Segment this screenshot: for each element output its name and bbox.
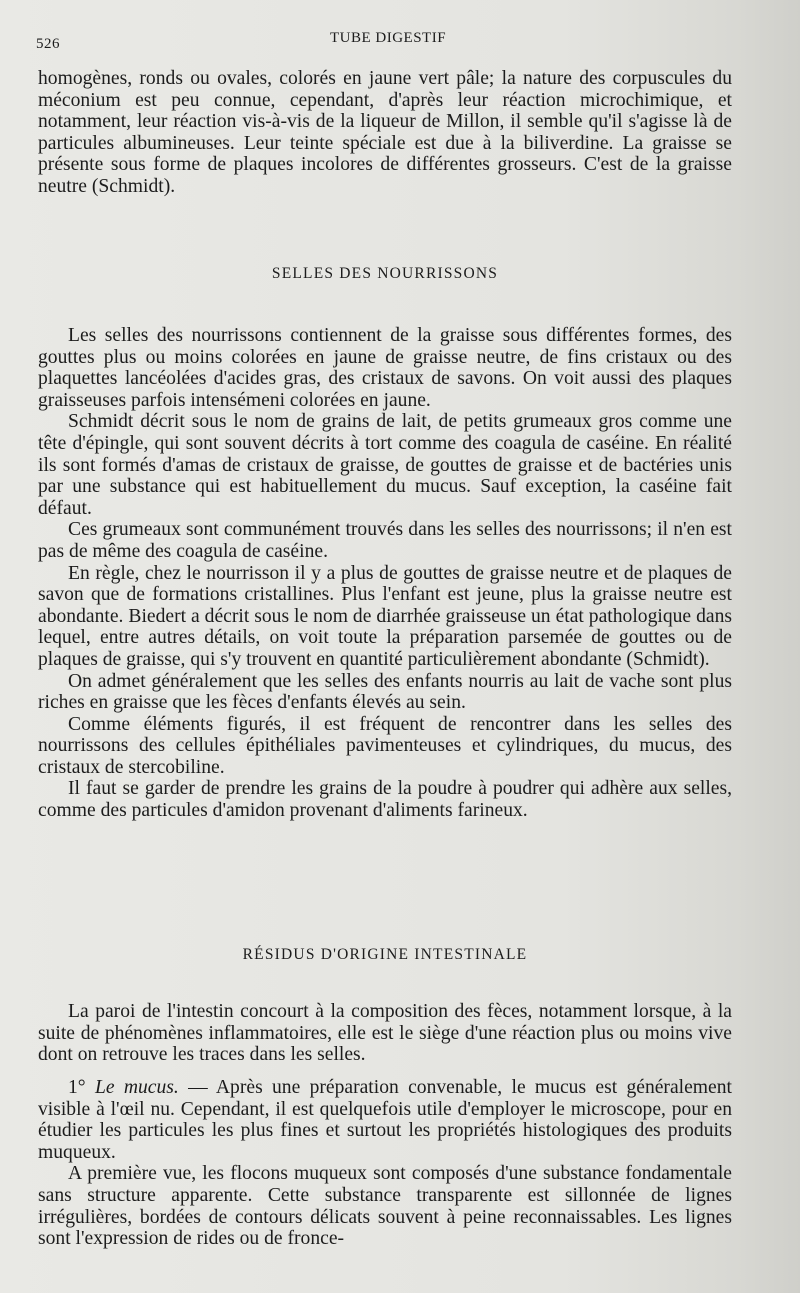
- paragraph: Ces grumeaux sont communément trouvés dans les selles des nourrissons; il n'en est pas de même des coagula de caséine.: [38, 519, 732, 562]
- paragraph-text: — Après une préparation convenable, le mucus est généralement visible à l'œil nu. Cependant, il est quelquefois utile d'employer le microscope, pour en étudier les particules les plus fines et surtout les propriétés histologiques des produits muqueux.: [38, 1077, 732, 1163]
- page-header: [36, 30, 740, 56]
- paragraph: homogènes, ronds ou ovales, colorés en jaune vert pâle; la nature des corpuscules du méconium est peu connue, cependant, d'après leur réaction microchimique, et notamment, leur réaction vis-à-vis de la liqueur de Millon, il semble qu'il s'agisse là de particules albumineuses. Leur teinte spéciale est due à la biliverdine. La graisse se présente sous forme de plaques incolores de différentes grosseurs. C'est de la graisse neutre (Schmidt).: [38, 68, 732, 197]
- subsection-mucus: [38, 1077, 732, 1250]
- paragraph: Les selles des nourrissons contiennent de la graisse sous différentes formes, des gouttes plus ou moins colorées en jaune de graisse neutre, de fins cristaux ou des plaquettes lancéolées d'acides gras, des cristaux de savons. On voit aussi des plaques graisseuses parfois intensémeni colorées en jaune.: [38, 325, 732, 411]
- paragraph: Il faut se garder de prendre les grains de la poudre à poudrer qui adhère aux selles, comme des particules d'amidon provenant d'aliments farineux.: [38, 778, 732, 822]
- running-head: TUBE DIGESTIF: [329, 30, 447, 46]
- section-body-nourrissons: [38, 325, 732, 822]
- subsection-title: Le mucus.: [94, 1077, 179, 1098]
- paragraph: Comme éléments figurés, il est fréquent de rencontrer dans les selles des nourrissons des cellules épithéliales pavimenteuses et cylindriques, du mucus, des cristaux de stercobiline.: [38, 713, 732, 778]
- paragraph: A première vue, les flocons muqueux sont composés d'une substance fondamentale sans structure apparente. Cette substance transparente est sillonnée de lignes irrégulières, bordées de contours délicats souvent à peine reconnaissables. Les lignes sont l'expression de rides ou de fronce-: [38, 1163, 732, 1250]
- paragraph: La paroi de l'intestin concourt à la composition des fèces, notamment lorsque, à la suite de phénomènes inflammatoires, elle est le siège d'une réaction plus ou moins vive dont on retrouve les traces dans les selles.: [38, 1001, 732, 1066]
- paragraph: Schmidt décrit sous le nom de grains de lait, de petits grumeaux gros comme une tête d'épingle, qui sont souvent décrits à tort comme des coagula de caséine. En réalité ils sont formés d'amas de cristaux de graisse, de gouttes de graisse et de bactéries unis par une substance qui est habituellement du mucus. Sauf exception, la caséine fait défaut.: [38, 411, 732, 519]
- paragraph: [38, 1077, 732, 1163]
- paragraph: En règle, chez le nourrisson il y a plus de gouttes de graisse neutre et de plaques de savon que de formations cristallines. Plus l'enfant est jeune, plus la graisse neutre est abondante. Biedert a décrit sous le nom de diarrhée graisseuse un état pathologique dans lequel, entre autres détails, on voit toute la préparation parsemée de gouttes ou de plaques de graisse, qui s'y trouvent en quantité particulièrement abondante (Schmidt).: [38, 562, 732, 670]
- item-number: 1°: [68, 1077, 86, 1098]
- section-heading-intestinale: RÉSIDUS D'ORIGINE INTESTINALE: [242, 946, 528, 963]
- section-body-intestinale: [38, 1001, 732, 1066]
- paragraph: On admet généralement que les selles des enfants nourris au lait de vache sont plus riches en graisse que les fèces d'enfants élevés au sein.: [38, 670, 732, 714]
- section-heading-nourrissons: SELLES DES NOURRISSONS: [271, 265, 499, 282]
- intro-text: [38, 68, 732, 198]
- page-number: 526: [36, 36, 60, 52]
